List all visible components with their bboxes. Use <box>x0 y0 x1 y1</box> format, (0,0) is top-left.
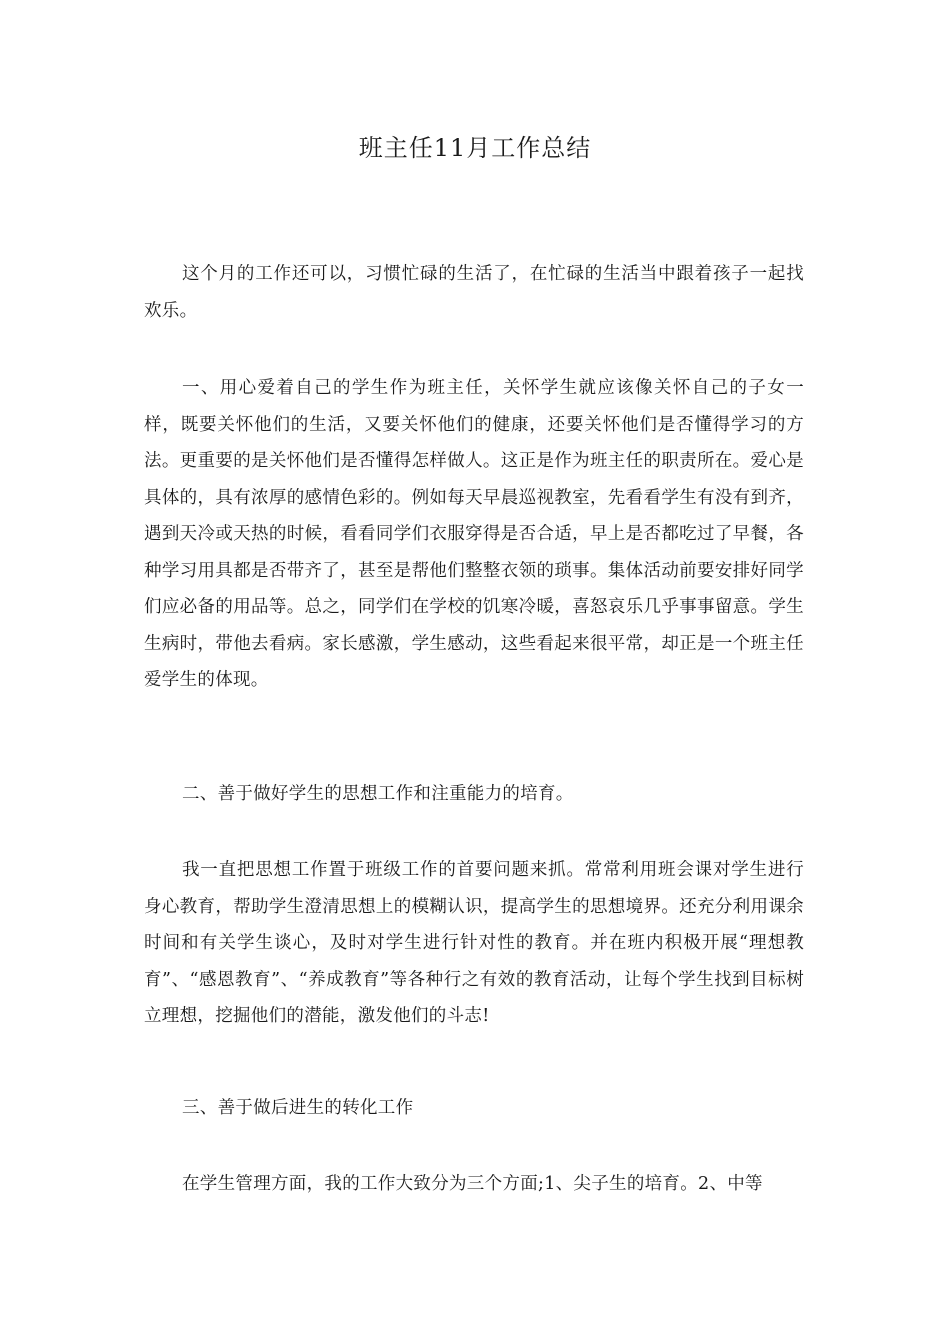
document-title: 班主任11月工作总结 <box>358 134 592 162</box>
paragraph-intro: 这个月的工作还可以，习惯忙碌的生活了，在忙碌的生活当中跟着孩子一起找欢乐。 <box>144 264 804 321</box>
paragraph-section-two-body: 我一直把思想工作置于班级工作的首要问题来抓。常常利用班会课对学生进行身心教育，帮助学生澄清思想上的模糊认识，提高学生的思想境界。还充分利用课余时间和有关学生谈心，及时对学生进行针对性的教育。并在班内积极开展“理想教育”、“感恩教育”、“养成教育”等各种行之有效的教育活动，让每个学生找到目标树立理想，挖掘他们的潜能，激发他们的斗志! <box>144 860 804 1026</box>
paragraph-section-three-heading: 三、善于做后进生的转化工作 <box>182 1098 414 1118</box>
paragraph-section-one: 一、用心爱着自己的学生作为班主任，关怀学生就应该像关怀自己的子女一样，既要关怀他们的生活，又要关怀他们的健康，还要关怀他们是否懂得学习的方法。更重要的是关怀他们是否懂得怎样做人。这正是作为班主任的职责所在。爱心是具体的，具有浓厚的感情色彩的。例如每天早晨巡视教室，先看看学生有没有到齐，遇到天冷或天热的时候，看看同学们衣服穿得是否合适，早上是否都吃过了早餐，各种学习用具都是否带齐了，甚至是帮他们整整衣领的琐事。集体活动前要安排好同学们应必备的用品等。总之，同学们在学校的饥寒冷暖，喜怒哀乐几乎事事留意。学生生病时，带他去看病。家长感激，学生感动，这些看起来很平常，却正是一个班主任爱学生的体现。 <box>144 378 804 690</box>
paragraph-section-three-body: 在学生管理方面，我的工作大致分为三个方面;1、尖子生的培育。2、中等 <box>182 1174 763 1194</box>
paragraph-section-two-heading: 二、善于做好学生的思想工作和注重能力的培育。 <box>182 784 574 804</box>
